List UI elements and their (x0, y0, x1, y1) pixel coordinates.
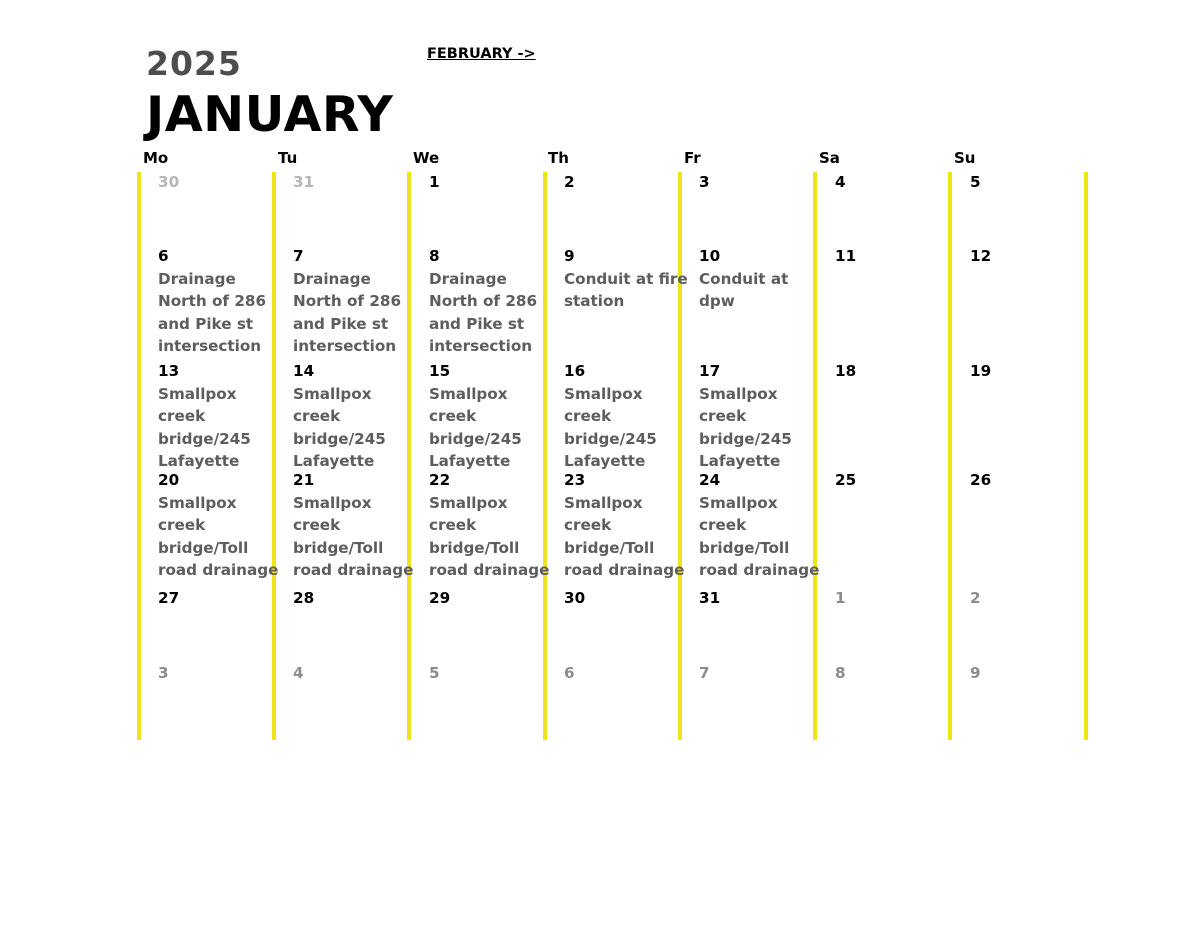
day-cell (429, 171, 555, 194)
day-cell (835, 171, 961, 194)
day-number: 30 (564, 589, 586, 607)
weekday-label-su: Su (954, 149, 976, 167)
day-cell (699, 469, 825, 582)
day-cell (699, 171, 825, 194)
day-number: 13 (158, 362, 180, 380)
day-cell (293, 360, 419, 473)
day-number: 2 (564, 173, 575, 191)
day-number: 7 (699, 664, 710, 682)
day-cell (564, 469, 690, 582)
weekday-label-we: We (413, 149, 440, 167)
day-cell (429, 360, 555, 473)
day-number: 1 (429, 173, 440, 191)
day-cell (564, 587, 690, 610)
weekday-label-mo: Mo (143, 149, 169, 167)
day-event-text: Drainage North of 286 and Pike st intersection (429, 269, 538, 356)
day-number: 2 (970, 589, 981, 607)
day-number: 3 (158, 664, 169, 682)
day-cell (970, 469, 1096, 492)
day-number: 27 (158, 589, 180, 607)
day-number: 7 (293, 247, 304, 265)
day-number: 4 (835, 173, 846, 191)
day-cell (564, 245, 690, 313)
day-number: 15 (429, 362, 451, 380)
day-cell (970, 360, 1096, 383)
day-cell (158, 360, 284, 473)
day-cell (293, 245, 419, 358)
day-cell (158, 662, 284, 685)
day-cell (429, 662, 555, 685)
day-number: 28 (293, 589, 315, 607)
day-cell (158, 469, 284, 582)
day-number: 25 (835, 471, 857, 489)
day-number: 4 (293, 664, 304, 682)
calendar-year: 2025 (146, 44, 242, 83)
day-number: 9 (564, 247, 575, 265)
day-number: 5 (429, 664, 440, 682)
day-cell (835, 360, 961, 383)
day-number: 31 (699, 589, 721, 607)
day-cell (293, 587, 419, 610)
day-cell (970, 662, 1096, 685)
day-cell (293, 171, 419, 194)
day-cell (293, 662, 419, 685)
day-number: 8 (429, 247, 440, 265)
day-event-text: Smallpox creek bridge/Toll road drainage (293, 493, 414, 580)
day-event-text: Drainage North of 286 and Pike st intersection (158, 269, 267, 356)
column-divider (137, 172, 141, 740)
day-number: 17 (699, 362, 721, 380)
day-event-text: Conduit at fire station (564, 269, 688, 311)
day-cell (835, 587, 961, 610)
day-cell (699, 662, 825, 685)
next-month-link[interactable]: FEBRUARY -> (427, 46, 536, 62)
day-event-text: Smallpox creek bridge/245 Lafayette (564, 384, 657, 471)
day-number: 8 (835, 664, 846, 682)
day-number: 18 (835, 362, 857, 380)
day-number: 3 (699, 173, 710, 191)
weekday-label-tu: Tu (278, 149, 298, 167)
day-cell (835, 662, 961, 685)
day-cell (429, 469, 555, 582)
day-event-text: Conduit at dpw (699, 269, 789, 311)
day-number: 23 (564, 471, 586, 489)
day-event-text: Smallpox creek bridge/245 Lafayette (293, 384, 386, 471)
day-cell (970, 587, 1096, 610)
day-cell (699, 587, 825, 610)
day-number: 21 (293, 471, 315, 489)
day-number: 24 (699, 471, 721, 489)
day-event-text: Smallpox creek bridge/245 Lafayette (429, 384, 522, 471)
day-cell (158, 245, 284, 358)
day-cell (158, 171, 284, 194)
day-cell (835, 469, 961, 492)
day-cell (158, 587, 284, 610)
day-cell (429, 245, 555, 358)
day-number: 6 (158, 247, 169, 265)
day-number: 6 (564, 664, 575, 682)
day-cell (564, 662, 690, 685)
day-number: 14 (293, 362, 315, 380)
day-number: 11 (835, 247, 857, 265)
day-number: 30 (158, 173, 180, 191)
day-event-text: Smallpox creek bridge/Toll road drainage (429, 493, 550, 580)
day-event-text: Drainage North of 286 and Pike st intersection (293, 269, 402, 356)
day-event-text: Smallpox creek bridge/Toll road drainage (699, 493, 820, 580)
day-number: 12 (970, 247, 992, 265)
day-number: 22 (429, 471, 451, 489)
weekday-label-sa: Sa (819, 149, 840, 167)
day-cell (835, 245, 961, 268)
day-number: 10 (699, 247, 721, 265)
day-event-text: Smallpox creek bridge/Toll road drainage (158, 493, 279, 580)
day-number: 31 (293, 173, 315, 191)
day-cell (699, 245, 825, 313)
day-cell (564, 360, 690, 473)
weekday-label-fr: Fr (684, 149, 701, 167)
day-cell (293, 469, 419, 582)
day-number: 29 (429, 589, 451, 607)
day-event-text: Smallpox creek bridge/245 Lafayette (699, 384, 792, 471)
day-number: 9 (970, 664, 981, 682)
day-number: 16 (564, 362, 586, 380)
weekday-label-th: Th (548, 149, 569, 167)
calendar-month-title: JANUARY (146, 86, 394, 143)
day-event-text: Smallpox creek bridge/245 Lafayette (158, 384, 251, 471)
day-number: 20 (158, 471, 180, 489)
day-number: 5 (970, 173, 981, 191)
day-number: 1 (835, 589, 846, 607)
day-cell (970, 245, 1096, 268)
day-cell (970, 171, 1096, 194)
day-event-text: Smallpox creek bridge/Toll road drainage (564, 493, 685, 580)
day-cell (564, 171, 690, 194)
day-cell (699, 360, 825, 473)
day-number: 19 (970, 362, 992, 380)
day-number: 26 (970, 471, 992, 489)
day-cell (429, 587, 555, 610)
